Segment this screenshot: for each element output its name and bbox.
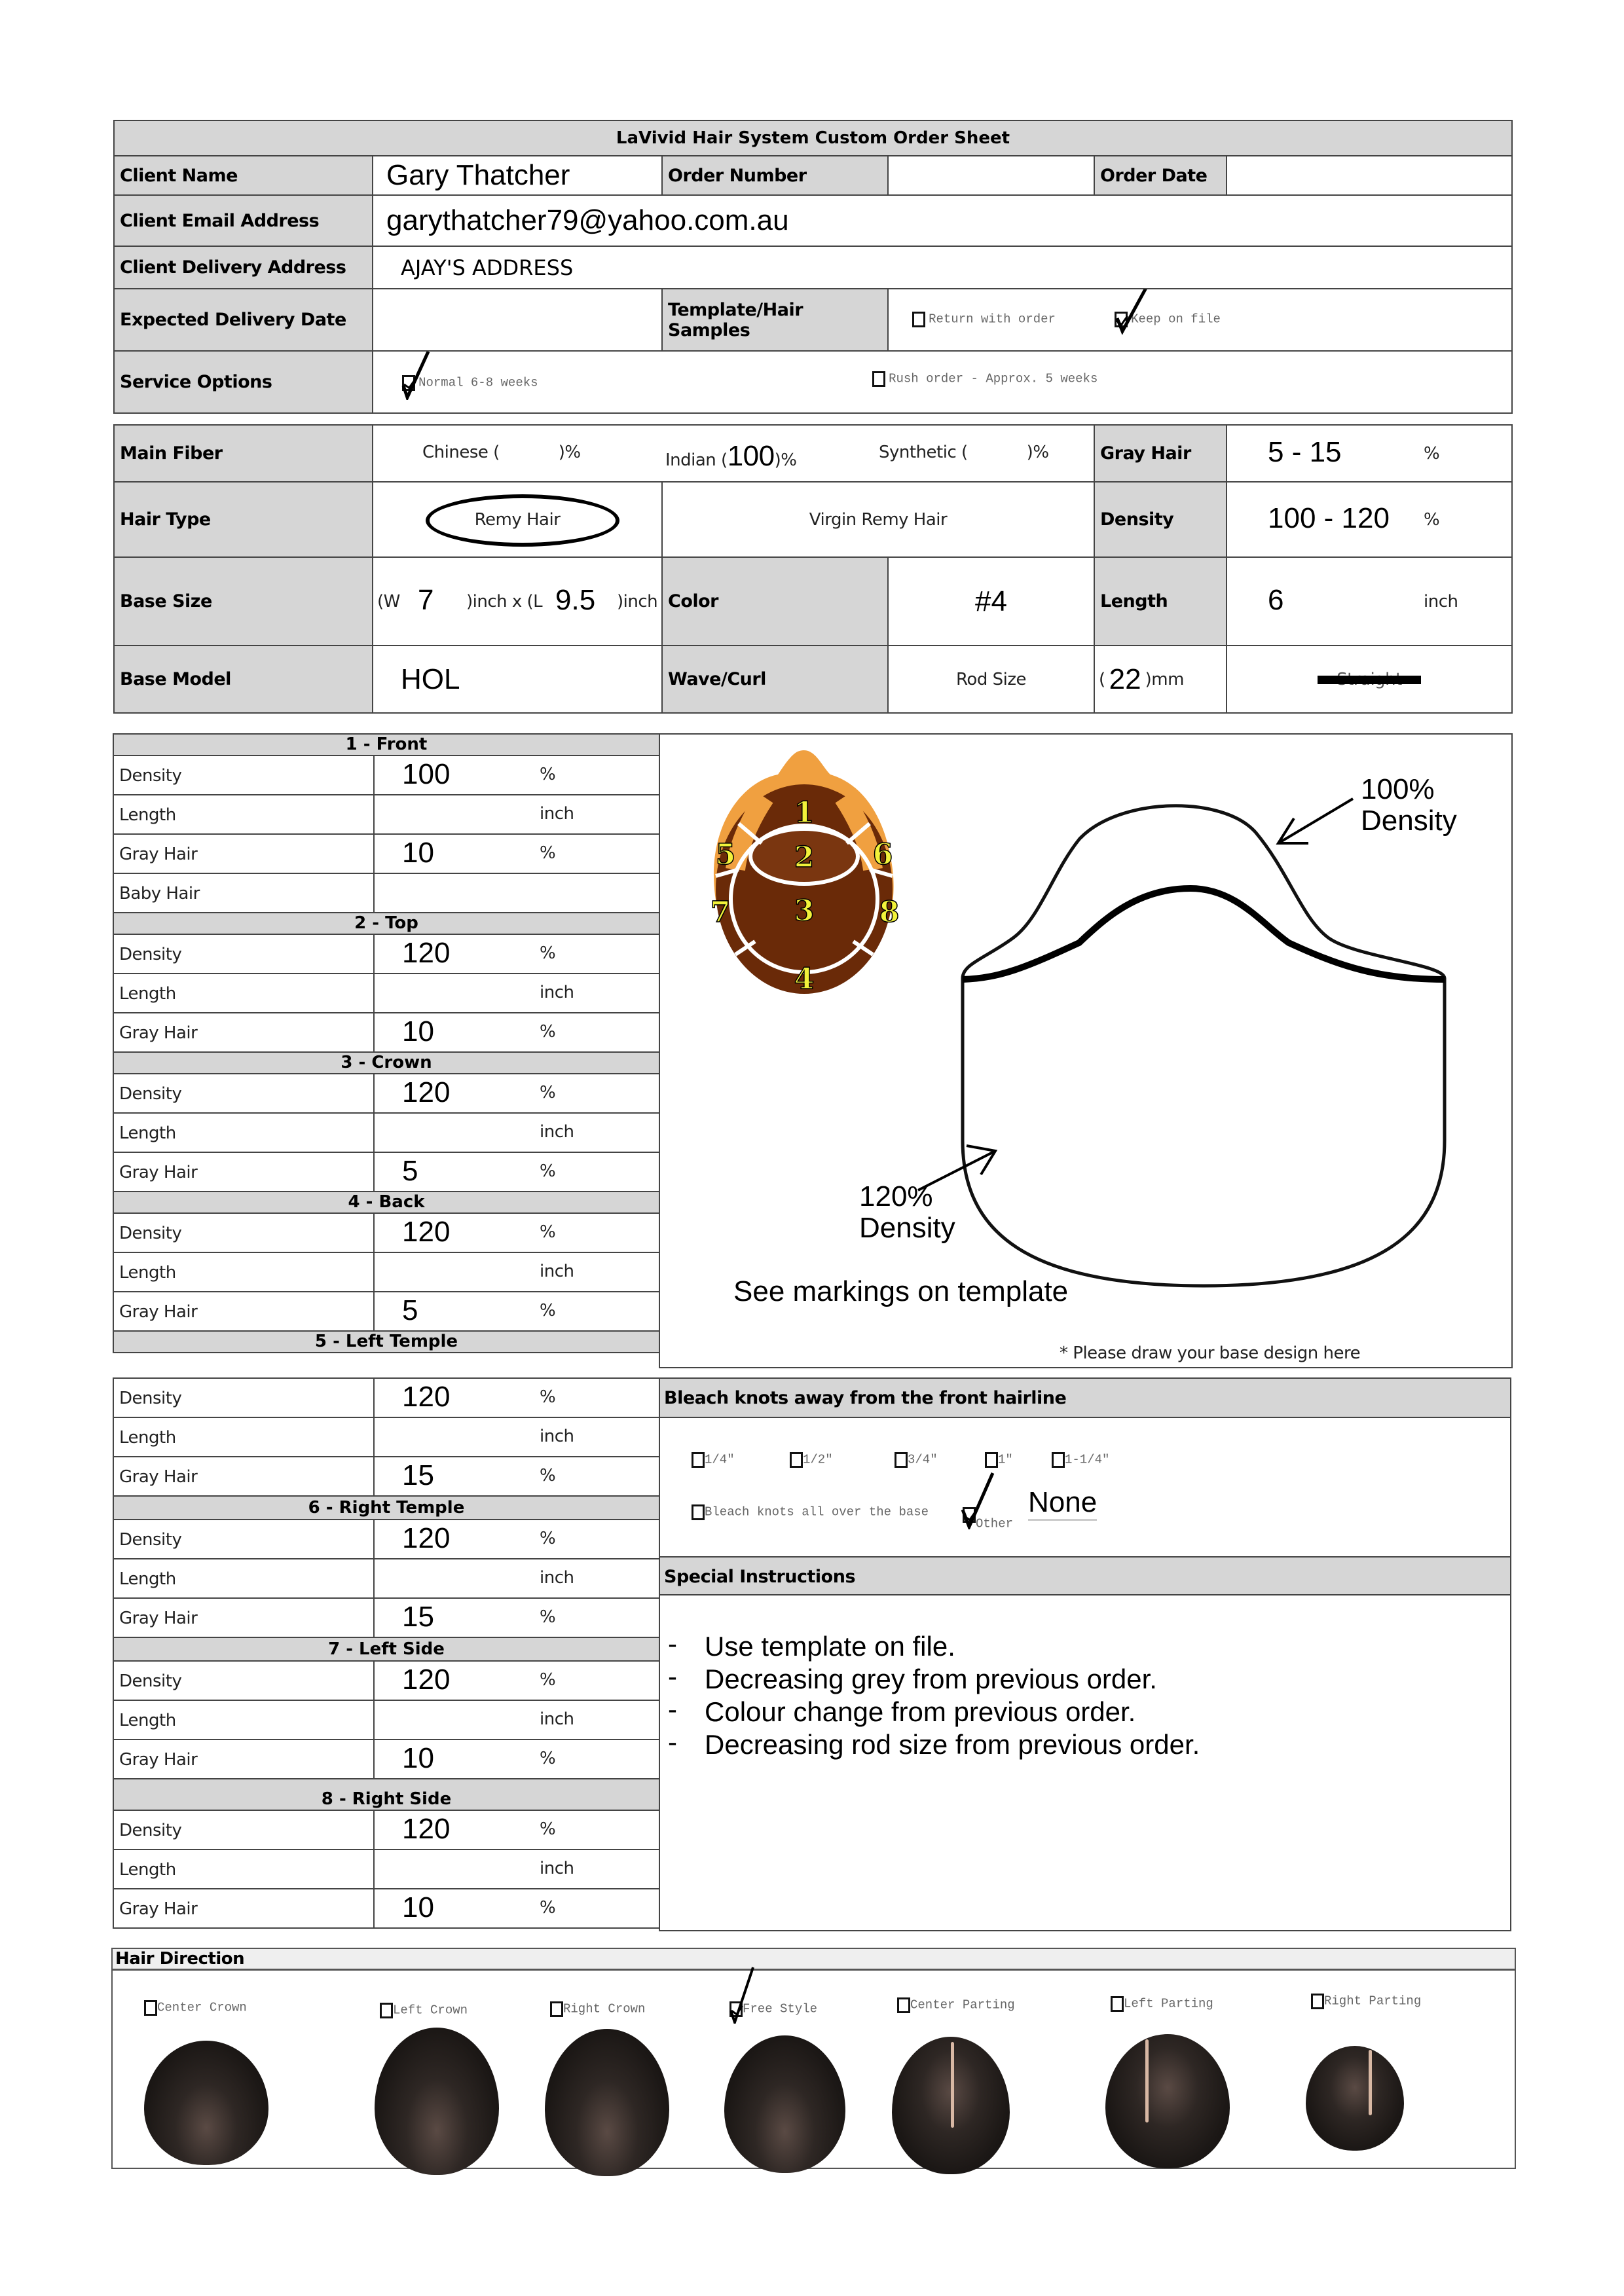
annotation-bottom bbox=[859, 1181, 955, 1245]
zone-row-label: Gray Hair bbox=[119, 1467, 198, 1487]
bleach-size-option[interactable] bbox=[1052, 1452, 1109, 1468]
zone-row bbox=[113, 1212, 660, 1253]
rod-size-label: Rod Size bbox=[956, 669, 1026, 689]
template-samples-options bbox=[887, 288, 1513, 352]
zone-row bbox=[113, 1888, 660, 1929]
bleach-size-option[interactable] bbox=[985, 1452, 1013, 1468]
zone-row-value-cell[interactable] bbox=[373, 873, 660, 913]
zone-row-label: Density bbox=[119, 1084, 182, 1104]
rush-service-option[interactable] bbox=[872, 371, 1098, 387]
zone-row-label: Gray Hair bbox=[119, 1023, 198, 1043]
zone-row-label: Density bbox=[119, 1821, 182, 1840]
zone-row-unit: inch bbox=[540, 1262, 574, 1281]
fiber-chinese-suffix: )% bbox=[558, 443, 581, 462]
client-name-field[interactable] bbox=[372, 155, 663, 196]
handwritten-check-icon bbox=[1115, 288, 1154, 337]
return-with-order-label: Return with order bbox=[929, 312, 1056, 327]
hair-direction-option[interactable] bbox=[144, 2000, 247, 2016]
zone-row-label: Gray Hair bbox=[119, 1609, 198, 1628]
bleach-size-label: 3/4" bbox=[908, 1452, 938, 1467]
hair-direction-checkbox[interactable] bbox=[144, 2000, 157, 2016]
base-model-value: HOL bbox=[401, 663, 460, 695]
base-size-field[interactable] bbox=[372, 556, 663, 646]
fiber-chinese[interactable] bbox=[422, 443, 581, 462]
zone-row-unit: % bbox=[540, 765, 556, 784]
zone-row-value: 10 bbox=[402, 1742, 434, 1774]
bleach-size-checkbox[interactable] bbox=[1052, 1452, 1065, 1468]
zone-row-value-cell[interactable] bbox=[373, 1739, 660, 1779]
zone-row-value-cell[interactable] bbox=[373, 1888, 660, 1929]
zone-row-value-cell[interactable] bbox=[373, 1152, 660, 1192]
zone-row-value: 10 bbox=[402, 1015, 434, 1048]
zone-row bbox=[113, 1739, 660, 1779]
fiber-synthetic-prefix: Synthetic ( bbox=[879, 443, 968, 462]
rod-size-field[interactable] bbox=[1094, 645, 1227, 714]
normal-service-label: Normal 6-8 weeks bbox=[418, 375, 538, 390]
zone-row-unit: inch bbox=[540, 1568, 574, 1588]
annotation-top-line2: Density bbox=[1361, 805, 1457, 837]
zone-row-value-cell[interactable] bbox=[373, 1212, 660, 1253]
zone-row-value-cell[interactable] bbox=[373, 1597, 660, 1638]
zone-row-value-cell[interactable] bbox=[373, 1417, 660, 1457]
zone-row-unit: % bbox=[540, 1301, 556, 1321]
annotation-top bbox=[1361, 774, 1457, 837]
delivery-address-field[interactable] bbox=[372, 246, 1513, 289]
bleach-all-over-option[interactable] bbox=[692, 1504, 929, 1520]
hair-direction-checkbox[interactable] bbox=[897, 1997, 910, 2013]
zone-row-label: Gray Hair bbox=[119, 1163, 198, 1182]
base-model-field[interactable] bbox=[372, 645, 663, 714]
hair-direction-photo[interactable] bbox=[144, 2041, 268, 2165]
zone-row bbox=[113, 1456, 660, 1497]
hair-direction-photo[interactable] bbox=[892, 2037, 1010, 2174]
zone-number-3: 3 bbox=[794, 894, 815, 928]
hair-type-label: Hair Type bbox=[113, 481, 373, 558]
base-length-prefix: )inch x (L bbox=[466, 592, 543, 611]
color-field[interactable] bbox=[887, 556, 1095, 646]
zone-row-label: Density bbox=[119, 945, 182, 964]
zone-row-unit: % bbox=[540, 1083, 556, 1102]
zone-row-value-cell[interactable] bbox=[373, 1112, 660, 1153]
draw-base-caption: * Please draw your base design here bbox=[1060, 1343, 1361, 1363]
zone-header: 7 - Left Side bbox=[113, 1637, 660, 1662]
delivery-address-value: AJAY'S ADDRESS bbox=[401, 255, 574, 280]
zone-row-label: Gray Hair bbox=[119, 845, 198, 864]
zone-row-unit: % bbox=[540, 1819, 556, 1839]
hair-direction-checkbox[interactable] bbox=[1311, 1994, 1324, 2009]
zone-row-value: 120 bbox=[402, 1522, 451, 1554]
zone-row-label: Density bbox=[119, 1530, 182, 1550]
zone-row-value-cell[interactable] bbox=[373, 755, 660, 795]
zone-row-value: 120 bbox=[402, 1813, 451, 1845]
zone-row bbox=[113, 1073, 660, 1114]
zone-row-label: Length bbox=[119, 805, 176, 825]
zone-row-value: 5 bbox=[402, 1155, 418, 1187]
zone-number-7: 7 bbox=[710, 896, 731, 929]
zone-row-value: 10 bbox=[402, 837, 434, 869]
template-note: See markings on template bbox=[733, 1275, 1069, 1307]
bullet-dash-icon: - bbox=[668, 1726, 677, 1757]
zone-row-value-cell[interactable] bbox=[373, 973, 660, 1013]
hair-direction-photo[interactable] bbox=[545, 2029, 669, 2176]
hair-direction-photo[interactable] bbox=[1306, 2046, 1404, 2151]
bleach-header bbox=[659, 1377, 1511, 1418]
zone-row bbox=[113, 1519, 660, 1559]
zone-header: 2 - Top bbox=[113, 912, 660, 935]
zone-number-2: 2 bbox=[794, 841, 815, 874]
rod-size-suffix: )mm bbox=[1145, 669, 1184, 689]
base-width-value: 7 bbox=[418, 584, 434, 616]
zone-row-label: Baby Hair bbox=[119, 884, 200, 903]
hair-direction-title: Hair Direction bbox=[115, 1949, 245, 1969]
fiber-chinese-prefix: Chinese ( bbox=[422, 443, 500, 462]
zone-row-value-cell[interactable] bbox=[373, 1252, 660, 1292]
zone-row bbox=[113, 1291, 660, 1332]
zone-row-value-cell[interactable] bbox=[373, 1012, 660, 1053]
zone-row bbox=[113, 873, 660, 913]
bullet-dash-icon: - bbox=[668, 1694, 677, 1724]
zone-row-value: 120 bbox=[402, 937, 451, 969]
hair-direction-option[interactable] bbox=[550, 2001, 645, 2017]
special-header bbox=[659, 1556, 1511, 1595]
zone-row bbox=[113, 1252, 660, 1292]
keep-on-file-label: Keep on file bbox=[1131, 312, 1221, 327]
zone-row-label: Length bbox=[119, 1123, 176, 1143]
zone-row-value-cell[interactable] bbox=[373, 1660, 660, 1701]
fiber-indian-suffix: )% bbox=[774, 450, 797, 470]
special-instructions-box[interactable] bbox=[659, 1594, 1511, 1931]
zone-row-unit: inch bbox=[540, 1709, 574, 1729]
order-date-label: Order Date bbox=[1094, 155, 1227, 196]
zone-row-label: Length bbox=[119, 1711, 176, 1730]
bleach-size-label: 1/4" bbox=[705, 1452, 735, 1467]
client-name-value: Gary Thatcher bbox=[386, 159, 570, 191]
annotation-bottom-line1: 120% bbox=[859, 1180, 933, 1212]
zone-row bbox=[113, 1112, 660, 1153]
hair-direction-checkbox[interactable] bbox=[1111, 1996, 1124, 2012]
density-label: Density bbox=[1094, 481, 1227, 558]
length-unit: inch bbox=[1424, 592, 1458, 611]
zone-row-unit: inch bbox=[540, 1427, 574, 1446]
density-unit: % bbox=[1424, 510, 1440, 530]
gray-hair-value: 5 - 15 bbox=[1268, 436, 1342, 468]
order-number-label: Order Number bbox=[661, 155, 889, 196]
zone-row-value-cell[interactable] bbox=[373, 1700, 660, 1740]
hair-direction-photo[interactable] bbox=[375, 2028, 499, 2175]
zone-row bbox=[113, 833, 660, 874]
hair-type-remy-option[interactable] bbox=[372, 481, 663, 558]
special-instruction-text: Decreasing rod size from previous order. bbox=[705, 1729, 1200, 1760]
bleach-size-checkbox[interactable] bbox=[692, 1452, 705, 1468]
bleach-options bbox=[659, 1417, 1511, 1558]
base-size-label: Base Size bbox=[113, 556, 373, 646]
bullet-dash-icon: - bbox=[668, 1661, 677, 1692]
bleach-all-over-label: Bleach knots all over the base bbox=[705, 1504, 929, 1520]
bleach-size-label: 1-1/4" bbox=[1065, 1452, 1110, 1467]
selection-circle-icon bbox=[426, 494, 619, 547]
arrow-bottom-head bbox=[967, 1146, 995, 1175]
rush-service-label: Rush order - Approx. 5 weeks bbox=[889, 371, 1098, 386]
bullet-dash-icon: - bbox=[668, 1628, 677, 1659]
zone-row bbox=[113, 1849, 660, 1889]
zone-row-value-cell[interactable] bbox=[373, 1558, 660, 1599]
zone-header: 4 - Back bbox=[113, 1191, 660, 1214]
base-model-label: Base Model bbox=[113, 645, 373, 714]
zone-row-value-cell[interactable] bbox=[373, 794, 660, 835]
client-email-label: Client Email Address bbox=[113, 194, 373, 247]
color-value: #4 bbox=[975, 585, 1007, 617]
zone-row-label: Density bbox=[119, 1389, 182, 1408]
order-number-field[interactable] bbox=[887, 155, 1095, 196]
hair-direction-option[interactable] bbox=[897, 1997, 1015, 2013]
hair-direction-label: Left Crown bbox=[393, 2003, 468, 2018]
zone-row-value-cell[interactable] bbox=[373, 1810, 660, 1850]
fiber-indian-value: 100 bbox=[727, 440, 775, 472]
zone-row-unit: % bbox=[540, 1670, 556, 1690]
zone-row-label: Gray Hair bbox=[119, 1899, 198, 1919]
zone-row-value: 10 bbox=[402, 1891, 434, 1923]
handwritten-check-icon bbox=[727, 1965, 766, 2024]
zone-row-value-cell[interactable] bbox=[373, 833, 660, 874]
color-label: Color bbox=[661, 556, 889, 646]
gray-hair-label: Gray Hair bbox=[1094, 424, 1227, 483]
hair-direction-checkbox[interactable] bbox=[380, 2003, 393, 2018]
parting-line bbox=[1145, 2039, 1149, 2123]
density-value: 100 - 120 bbox=[1268, 502, 1390, 534]
annotation-top-line1: 100% bbox=[1361, 773, 1435, 805]
special-title: Special Instructions bbox=[664, 1567, 856, 1587]
sheet-title-bar bbox=[113, 120, 1513, 156]
zone-header: 3 - Crown bbox=[113, 1051, 660, 1074]
main-fiber-label: Main Fiber bbox=[113, 424, 373, 483]
zone-row-label: Length bbox=[119, 1569, 176, 1589]
zone-row-value: 120 bbox=[402, 1076, 451, 1108]
zone-row-unit: % bbox=[540, 1022, 556, 1042]
hair-direction-option[interactable] bbox=[1311, 1994, 1421, 2009]
zone-row-unit: % bbox=[540, 943, 556, 963]
service-options-field bbox=[372, 350, 1513, 414]
zone-row-value: 5 bbox=[402, 1294, 418, 1326]
zone-header: 1 - Front bbox=[113, 733, 660, 756]
zone-row-unit: inch bbox=[540, 804, 574, 824]
zone-row-unit: % bbox=[540, 1607, 556, 1627]
bleach-size-label: 1/2" bbox=[803, 1452, 833, 1467]
fiber-synthetic[interactable] bbox=[879, 443, 1049, 462]
zone-header: 5 - Left Temple bbox=[113, 1330, 660, 1353]
annotation-bottom-line2: Density bbox=[859, 1212, 955, 1245]
client-email-value: garythatcher79@yahoo.com.au bbox=[386, 204, 789, 236]
special-instruction-text: Decreasing grey from previous order. bbox=[705, 1664, 1157, 1694]
base-width-prefix: (W bbox=[377, 592, 400, 611]
bleach-other-value[interactable]: None bbox=[1028, 1486, 1097, 1521]
bleach-other-label: Other bbox=[976, 1516, 1014, 1531]
bleach-size-checkbox[interactable] bbox=[790, 1452, 803, 1468]
zone-row-unit: % bbox=[540, 1466, 556, 1485]
rod-size-prefix: ( bbox=[1099, 669, 1105, 689]
hair-direction-option[interactable] bbox=[1111, 1996, 1213, 2012]
hair-type-remy-label: Remy Hair bbox=[474, 509, 561, 530]
bleach-size-option[interactable] bbox=[790, 1452, 833, 1468]
hair-type-virgin-option[interactable] bbox=[661, 481, 1095, 558]
zone-row-value-cell[interactable] bbox=[373, 1519, 660, 1559]
zone-row-value-cell[interactable] bbox=[373, 1849, 660, 1889]
zone-header: 8 - Right Side bbox=[113, 1778, 660, 1811]
hair-direction-option[interactable] bbox=[380, 2003, 468, 2018]
service-options-label: Service Options bbox=[113, 350, 373, 414]
zone-row-unit: % bbox=[540, 1529, 556, 1548]
template-hairline bbox=[963, 888, 1445, 979]
zone-row-unit: inch bbox=[540, 1859, 574, 1878]
zone-row-label: Length bbox=[119, 1428, 176, 1448]
zone-row-unit: inch bbox=[540, 1122, 574, 1142]
hair-direction-label: Center Parting bbox=[910, 1997, 1015, 2013]
special-instruction-text: Use template on file. bbox=[705, 1631, 955, 1662]
hair-direction-label: Right Crown bbox=[563, 2001, 646, 2016]
arrow-top-line bbox=[1278, 799, 1353, 843]
zone-row bbox=[113, 1558, 660, 1599]
zone-row-value: 15 bbox=[402, 1459, 434, 1491]
zone-row-value: 120 bbox=[402, 1381, 451, 1413]
sheet-title: LaVivid Hair System Custom Order Sheet bbox=[616, 128, 1010, 148]
parting-line bbox=[951, 2042, 954, 2127]
zone-row bbox=[113, 1700, 660, 1740]
length-field[interactable] bbox=[1226, 556, 1513, 646]
hair-direction-header bbox=[113, 1949, 1515, 1971]
zone-number-6: 6 bbox=[872, 838, 893, 871]
zone-row-label: Density bbox=[119, 766, 182, 786]
zone-number-5: 5 bbox=[715, 838, 736, 871]
zone-row bbox=[113, 1417, 660, 1457]
bleach-size-checkbox[interactable] bbox=[895, 1452, 908, 1468]
hair-direction-label: Right Parting bbox=[1324, 1994, 1422, 2009]
bleach-all-over-checkbox[interactable] bbox=[692, 1504, 705, 1520]
bleach-title: Bleach knots away from the front hairline bbox=[664, 1388, 1067, 1408]
template-samples-label: Template/Hair Samples bbox=[661, 288, 889, 352]
wave-curl-label: Wave/Curl bbox=[661, 645, 889, 714]
zone-row bbox=[113, 973, 660, 1013]
hair-direction-label: Left Parting bbox=[1124, 1996, 1213, 2011]
zone-row-label: Length bbox=[119, 1263, 176, 1283]
zone-row-label: Gray Hair bbox=[119, 1750, 198, 1770]
base-design-panel bbox=[659, 733, 1513, 1368]
bleach-size-label: 1" bbox=[998, 1452, 1013, 1467]
zone-row-label: Gray Hair bbox=[119, 1302, 198, 1322]
rush-service-checkbox[interactable] bbox=[872, 371, 885, 387]
zone-number-1: 1 bbox=[794, 796, 815, 829]
bleach-size-option[interactable] bbox=[895, 1452, 938, 1468]
zone-row-value: 120 bbox=[402, 1664, 451, 1696]
rod-size-value: 22 bbox=[1109, 663, 1141, 695]
bleach-size-checkbox[interactable] bbox=[985, 1452, 998, 1468]
delivery-address-label: Client Delivery Address bbox=[113, 246, 373, 289]
zone-row bbox=[113, 1012, 660, 1053]
zone-number-8: 8 bbox=[879, 896, 900, 929]
expected-delivery-field[interactable] bbox=[372, 288, 663, 352]
hair-direction-photo[interactable] bbox=[724, 2035, 845, 2173]
zone-row-value: 15 bbox=[402, 1601, 434, 1633]
zone-row-unit: % bbox=[540, 1898, 556, 1918]
zone-row-unit: % bbox=[540, 1161, 556, 1181]
return-with-order-checkbox[interactable] bbox=[912, 312, 925, 327]
expected-delivery-label: Expected Delivery Date bbox=[113, 288, 373, 352]
client-email-field[interactable] bbox=[372, 194, 1513, 247]
zone-row-value-cell[interactable] bbox=[373, 1291, 660, 1332]
zone-row-value: 120 bbox=[402, 1216, 451, 1248]
zone-row bbox=[113, 934, 660, 974]
zone-row-label: Density bbox=[119, 1671, 182, 1691]
zone-row-unit: inch bbox=[540, 983, 574, 1002]
handwritten-check-icon bbox=[399, 350, 439, 400]
zone-row-value: 100 bbox=[402, 758, 451, 790]
return-with-order-option[interactable] bbox=[912, 312, 1056, 327]
fiber-synthetic-suffix: )% bbox=[1026, 443, 1049, 462]
fiber-indian-prefix: Indian ( bbox=[665, 450, 728, 470]
strike-through-mark bbox=[1318, 676, 1421, 684]
zone-row-unit: % bbox=[540, 1749, 556, 1768]
zone-row bbox=[113, 1597, 660, 1638]
order-date-field[interactable] bbox=[1226, 155, 1513, 196]
zone-row-value-cell[interactable] bbox=[373, 1073, 660, 1114]
zone-row bbox=[113, 794, 660, 835]
gray-hair-unit: % bbox=[1424, 444, 1440, 464]
zone-row-label: Density bbox=[119, 1224, 182, 1243]
zone-row-unit: % bbox=[540, 1222, 556, 1242]
hair-direction-checkbox[interactable] bbox=[550, 2001, 563, 2017]
base-length-value: 9.5 bbox=[555, 584, 596, 616]
density-field[interactable] bbox=[1226, 481, 1513, 558]
zone-row bbox=[113, 755, 660, 795]
hair-direction-section bbox=[111, 1948, 1516, 2169]
zone-row bbox=[113, 1810, 660, 1850]
zone-row-value-cell[interactable] bbox=[373, 1377, 660, 1418]
hair-direction-label: Free Style bbox=[743, 2001, 818, 2016]
gray-hair-field[interactable] bbox=[1226, 424, 1513, 483]
handwritten-check-icon bbox=[960, 1470, 999, 1529]
length-value: 6 bbox=[1268, 584, 1284, 616]
zone-row bbox=[113, 1660, 660, 1701]
rod-size-label-cell bbox=[887, 645, 1095, 714]
template-outline bbox=[963, 806, 1445, 1286]
base-length-suffix: )inch bbox=[617, 592, 658, 611]
zone-row-unit: % bbox=[540, 843, 556, 863]
zone-row-value-cell[interactable] bbox=[373, 1456, 660, 1497]
hair-direction-label: Center Crown bbox=[157, 2000, 247, 2015]
hair-type-virgin-label: Virgin Remy Hair bbox=[809, 509, 948, 530]
zone-number-4: 4 bbox=[794, 962, 815, 996]
special-instruction-text: Colour change from previous order. bbox=[705, 1696, 1136, 1727]
zone-row-unit: % bbox=[540, 1387, 556, 1407]
fiber-indian[interactable] bbox=[665, 440, 796, 473]
parting-line bbox=[1369, 2050, 1372, 2115]
hair-direction-photo[interactable] bbox=[1105, 2034, 1230, 2168]
zone-header: 6 - Right Temple bbox=[113, 1495, 660, 1520]
straight-option[interactable] bbox=[1226, 645, 1513, 714]
zone-row bbox=[113, 1152, 660, 1192]
zone-row-label: Length bbox=[119, 1860, 176, 1880]
zone-row bbox=[113, 1377, 660, 1418]
zone-row-value-cell[interactable] bbox=[373, 934, 660, 974]
zone-row-label: Length bbox=[119, 984, 176, 1004]
length-label: Length bbox=[1094, 556, 1227, 646]
bleach-size-option[interactable] bbox=[692, 1452, 735, 1468]
main-fiber-field bbox=[372, 424, 1095, 483]
client-name-label: Client Name bbox=[113, 155, 373, 196]
